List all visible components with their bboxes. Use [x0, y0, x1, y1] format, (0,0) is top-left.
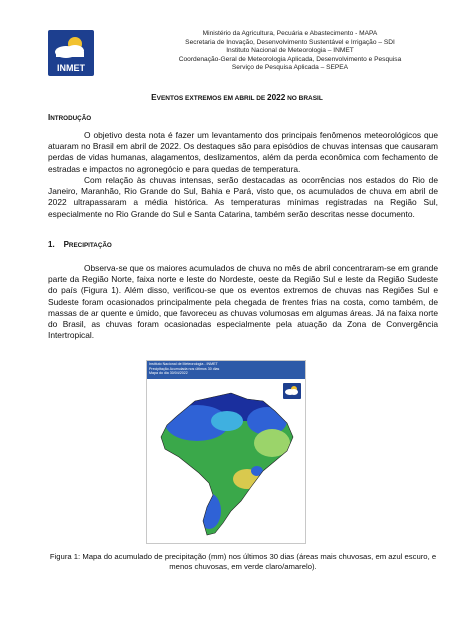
header-line: Instituto Nacional de Meteorologia – INMET	[226, 47, 354, 55]
intro-paragraph-1: O objetivo desta nota é fazer um levantamento dos principais fenômenos meteorológicos que atuaram no Brasil em abril de 2022. Os destaques são para episódios de chuvas intensas que causaram perdas de vidas humanas, alagamentos, deslizamentos, além da perda econômica com fechamento de estradas e impactos no agronegócio e para quedas de temperatura.	[48, 130, 438, 174]
map-south-wet	[197, 493, 221, 529]
map-header-line: Precipitação Acumulada nos últimos 30 dias	[149, 366, 220, 371]
inmet-logo	[48, 30, 94, 76]
institution-header	[120, 30, 460, 73]
header-line: Ministério da Agricultura, Pecuária e Abastecimento - MAPA	[202, 30, 378, 37]
section-heading-precipitation: 1. PRECIPITAÇÃO	[48, 240, 112, 249]
section-heading-introduction: INTRODUÇÃO	[48, 113, 92, 122]
map-coastal-wet	[251, 466, 263, 476]
header-line: Secretaria de Inovação, Desenvolvimento Sustentável e Irrigação – SDI	[185, 38, 395, 46]
figure-caption: Figura 1: Mapa do acumulado de precipitação (mm) nos últimos 30 dias (áreas mais chuvosas, em azul escuro, e menos chuvosas, em verde claro/amarelo).	[49, 552, 437, 571]
map-header-line: Mapa do dia 30/04/2022	[149, 371, 188, 376]
intro-paragraph-2: Com relação às chuvas intensas, serão destacadas as ocorrências nos estados do Rio de Janeiro, Maranhão, Rio Grande do Sul, Bahia e Pará, visto que, os acumulados de chuva em abril de 2022 ultrapassaram a média histórica. As temperaturas mínimas registradas na Região Sul, especialmente no Rio Grande do Sul e Santa Catarina, também serão descritas nesse documento.	[48, 175, 438, 219]
logo-text: INMET	[57, 63, 85, 73]
brazil-precipitation-map	[147, 361, 305, 543]
precipitation-paragraph: Observa-se que os maiores acumulados de chuva no mês de abril concentraram-se em grande parte da Região Norte, faixa norte e leste do Nordeste, oeste da Região Sul e leste da Região Sudeste do país (Figura 1). Além disso, verificou-se que os eventos extremos de chuvas nas Regiões Sul e Sudeste foram ocasionados principalmente pela chegada de frentes frias na costa, como também, de massas de ar quente e úmido, que favoreceu as chuvas volumosas em algumas áreas. Já na faixa norte do Brasil, as chuvas foram ocasionadas especialmente pela atuação da Zona de Convergência Intertropical.	[48, 263, 438, 341]
header-line: Serviço de Pesquisa Aplicada – SEPEA	[231, 64, 349, 72]
precipitation-map-figure	[146, 360, 306, 544]
map-header-line: Instituto Nacional de Meteorologia - INMET	[149, 362, 218, 366]
header-line: Coordenação-Geral de Meteorologia Aplicada, Desenvolvimento e Pesquisa	[178, 55, 402, 63]
document-title: EVENTOS EXTREMOS EM ABRIL DE 2022 NO BRASIL	[151, 93, 323, 102]
map-mid-band	[211, 411, 243, 431]
